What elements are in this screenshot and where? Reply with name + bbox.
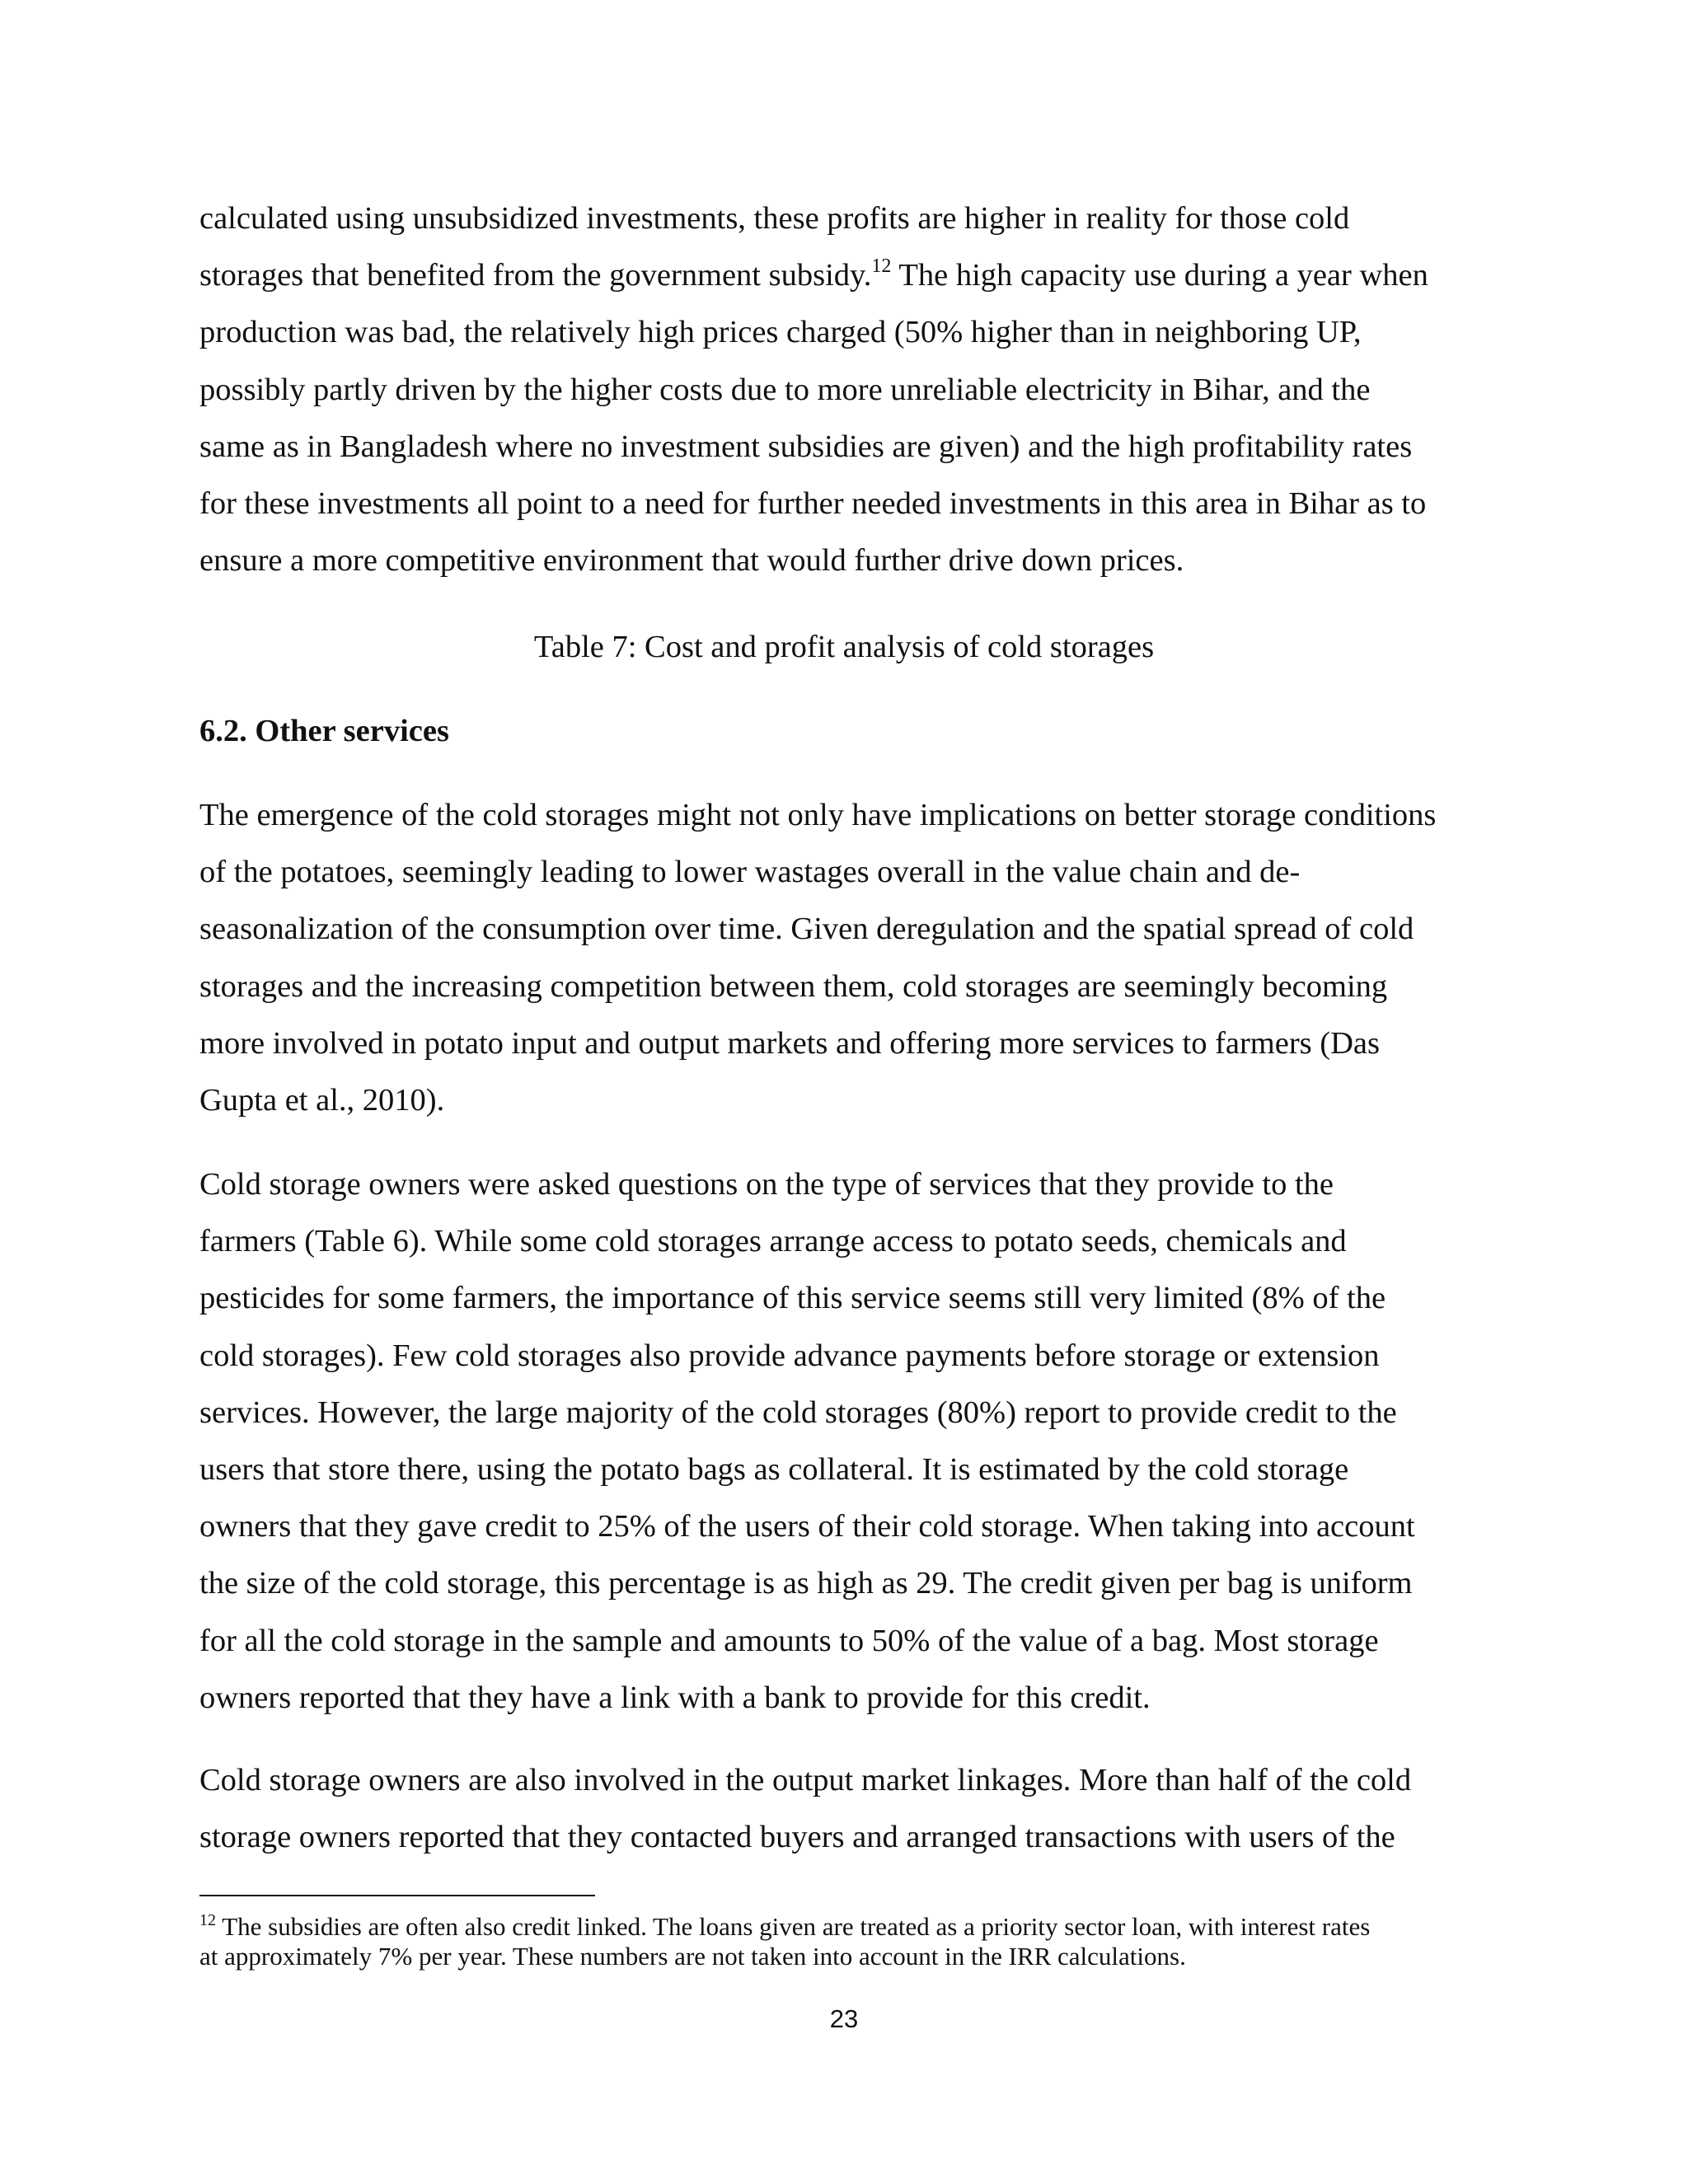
text-segment: The high capacity use during a year when bbox=[891, 258, 1428, 293]
paragraph-services-provided bbox=[199, 1156, 1502, 1727]
text-line: storage owners reported that they contacted buyers and arranged transactions with users of the bbox=[199, 1820, 1395, 1855]
text-line: owners that they gave credit to 25% of the users of their cold storage. When taking into account bbox=[199, 1509, 1415, 1544]
text-line: the size of the cold storage, this percentage is as high as 29. The credit given per bag is uniform bbox=[199, 1566, 1413, 1601]
text-line: users that store there, using the potato bags as collateral. It is estimated by the cold storage bbox=[199, 1452, 1349, 1488]
text-line: storages and the increasing competition between them, cold storages are seemingly becoming bbox=[199, 968, 1388, 1004]
paragraph-output-market bbox=[199, 1752, 1502, 1866]
text-line: seasonalization of the consumption over time. Given deregulation and the spatial spread of cold bbox=[199, 912, 1414, 947]
footnote-divider bbox=[199, 1895, 595, 1896]
text-line: same as in Bangladesh where no investment subsidies are given) and the high profitability rates bbox=[199, 429, 1413, 464]
text-line: Cold storage owners were asked questions on the type of services that they provide to the bbox=[199, 1167, 1334, 1202]
paragraph-emergence-cold-storages bbox=[199, 787, 1502, 1129]
text-segment: storages that benefited from the government subsidy. bbox=[199, 258, 872, 293]
text-line: Cold storage owners are also involved in the output market linkages. More than half of the cold bbox=[199, 1763, 1412, 1797]
text-line: ensure a more competitive environment that would further drive down prices. bbox=[199, 543, 1184, 579]
text-line: services. However, the large majority of the cold storages (80%) report to provide credit to the bbox=[199, 1394, 1397, 1430]
page-number: 23 bbox=[829, 2004, 859, 2033]
text-line: farmers (Table 6). While some cold storages arrange access to potato seeds, chemicals and bbox=[199, 1224, 1347, 1259]
text-line: calculated using unsubsidized investments, these profits are higher in reality for those cold bbox=[199, 201, 1350, 236]
footnote-reference: 12 bbox=[871, 255, 892, 278]
text-line bbox=[199, 247, 1502, 304]
text-line bbox=[199, 1912, 1502, 1942]
text-line: for all the cold storage in the sample and amounts to 50% of the value of a bag. Most storage bbox=[199, 1623, 1379, 1658]
footnote-number: 12 bbox=[199, 1911, 216, 1929]
text-line: owners reported that they have a link with a bank to provide for this credit. bbox=[199, 1680, 1151, 1715]
text-line: possibly partly driven by the higher costs due to more unreliable electricity in Bihar, and the bbox=[199, 372, 1371, 407]
text-segment: The subsidies are often also credit linked. The loans given are treated as a priority sector loan, with interest rates bbox=[216, 1912, 1371, 1941]
text-line: of the potatoes, seemingly leading to lower wastages overall in the value chain and de- bbox=[199, 855, 1301, 890]
paragraph-cold-storage-profits bbox=[199, 190, 1502, 589]
text-line: for these investments all point to a need for further needed investments in this area in Bihar as to bbox=[199, 486, 1427, 522]
text-line: cold storages). Few cold storages also provide advance payments before storage or extension bbox=[199, 1338, 1380, 1373]
table-caption: Table 7: Cost and profit analysis of cold storages bbox=[533, 630, 1155, 664]
text-line: The emergence of the cold storages might not only have implications on better storage conditions bbox=[199, 798, 1437, 832]
footnote bbox=[199, 1912, 1502, 1971]
section-heading: 6.2. Other services bbox=[199, 714, 449, 748]
text-line: production was bad, the relatively high prices charged (50% higher than in neighboring UP, bbox=[199, 315, 1362, 350]
text-line: at approximately 7% per year. These numbers are not taken into account in the IRR calculations. bbox=[199, 1942, 1186, 1971]
text-line: pesticides for some farmers, the importance of this service seems still very limited (8% of the bbox=[199, 1281, 1386, 1316]
text-line: more involved in potato input and output markets and offering more services to farmers (Das bbox=[199, 1025, 1380, 1061]
text-line: Gupta et al., 2010). bbox=[199, 1083, 445, 1118]
